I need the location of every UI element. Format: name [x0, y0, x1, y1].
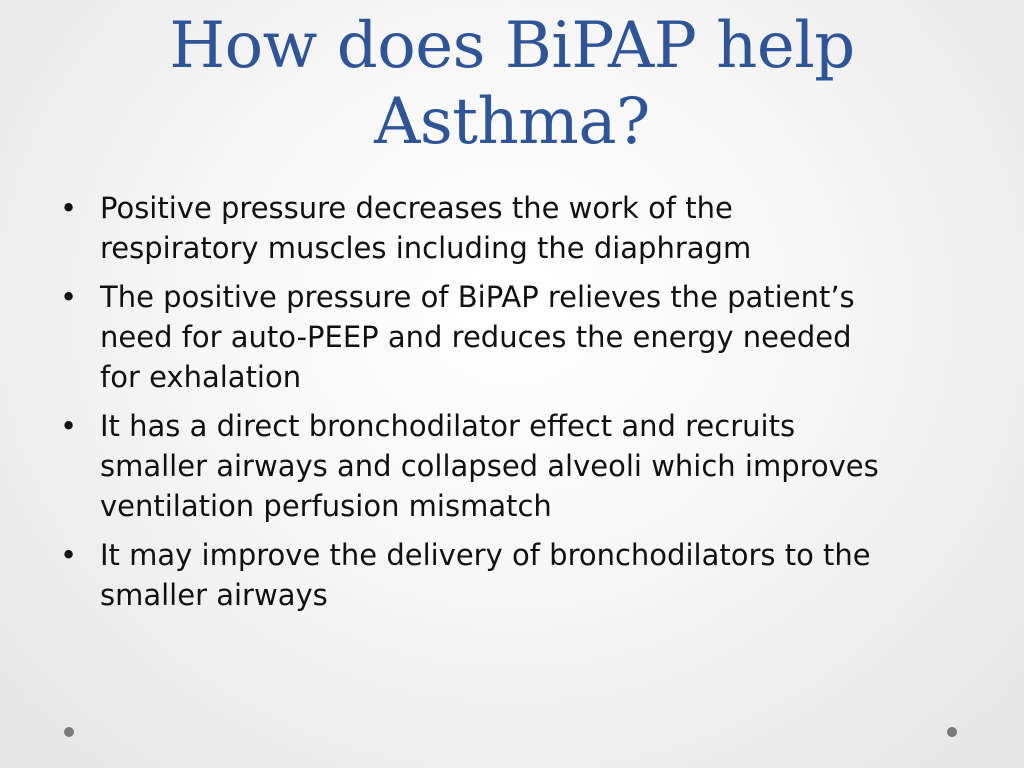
slide-title-line-1: How does BiPAP help — [169, 9, 855, 83]
bullet-point-icon: • — [60, 538, 78, 572]
slide-title — [0, 8, 1024, 160]
bullet-item — [58, 406, 968, 526]
bullet-line: smaller airways — [100, 578, 328, 612]
bullet-line: Positive pressure decreases the work of the — [100, 191, 733, 225]
bullet-line: The positive pressure of BiPAP relieves the patient’s — [100, 280, 855, 314]
bullet-item — [58, 188, 968, 268]
corner-dot-right-icon — [947, 727, 957, 737]
bullet-text — [100, 538, 871, 612]
bullet-point-icon: • — [60, 280, 78, 314]
bullet-item — [58, 277, 968, 397]
bullet-line: smaller airways and collapsed alveoli which improves — [100, 449, 879, 483]
bullet-point-icon: • — [60, 191, 78, 225]
bullet-list — [58, 188, 968, 624]
bullet-line: need for auto-PEEP and reduces the energy needed — [100, 320, 852, 354]
bullet-line: It has a direct bronchodilator effect and recruits — [100, 409, 796, 443]
bullet-item — [58, 535, 968, 615]
slide-title-line-2: Asthma? — [374, 85, 650, 159]
corner-dot-left-icon — [64, 727, 74, 737]
bullet-text — [100, 409, 879, 523]
bullet-text — [100, 191, 751, 265]
bullet-text — [100, 280, 855, 394]
bullet-line: ventilation perfusion mismatch — [100, 489, 552, 523]
bullet-line: for exhalation — [100, 360, 302, 394]
bullet-point-icon: • — [60, 409, 78, 443]
bullet-line: respiratory muscles including the diaphragm — [100, 231, 752, 265]
bullet-line: It may improve the delivery of bronchodilators to the — [100, 538, 871, 572]
